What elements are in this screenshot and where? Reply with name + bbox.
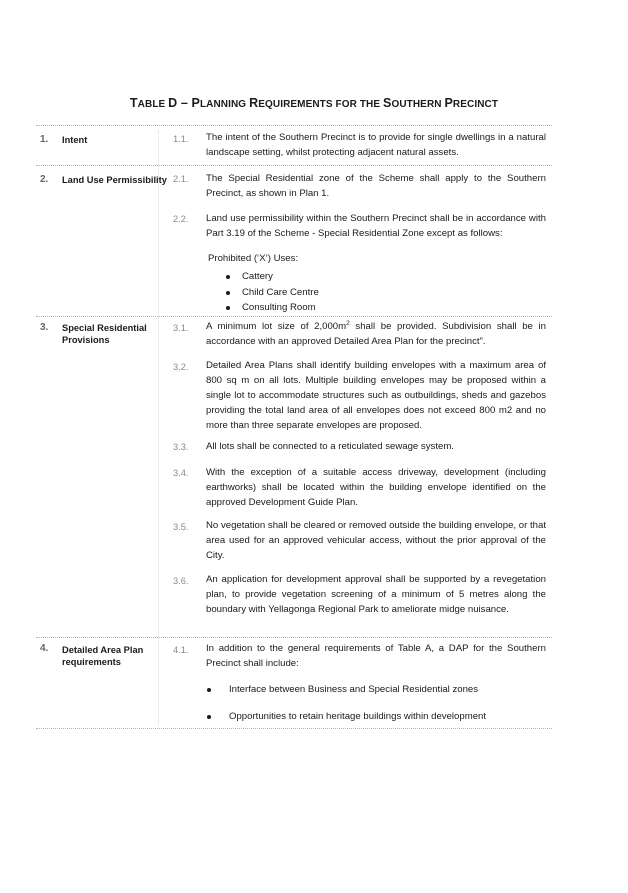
clause-text: All lots shall be connected to a reticulated sewage system.	[206, 441, 454, 452]
bullet-icon	[226, 291, 230, 295]
clause-text: The Special Residential zone of the Scheme shall apply to the Southern Precinct, as shown in Plan 1.	[206, 173, 546, 199]
clause-number: 3.1.	[173, 323, 189, 333]
list-item: Opportunities to retain heritage buildings within development	[229, 711, 487, 722]
section-number: 1.	[40, 134, 49, 145]
clause-text: The intent of the Southern Precinct is to provide for single dwellings in a natural landscape setting, whilst protecting adjacent natural assets.	[206, 132, 546, 158]
section-heading: Special Residential	[62, 323, 147, 333]
column-divider	[158, 130, 159, 725]
list-item: Consulting Room	[242, 302, 316, 313]
section-heading: Land Use Permissibility	[62, 175, 167, 185]
list-item: Cattery	[242, 271, 273, 282]
section-heading: Provisions	[62, 335, 110, 345]
clause-text: Detailed Area Plans shall identify building envelopes with a maximum area of 800 sq m on all lots. Multiple building envelopes may be proposed within a single lot to accommodate structures such as outbuildings, sheds and gazebos providing the total land area of all envelopes does not exceed 800 m2 and no more than three separate envelopes are proposed.	[206, 360, 546, 431]
prohibited-uses-label: Prohibited (‘X’) Uses:	[208, 253, 299, 264]
page-title: TABLE D – PLANNING REQUIREMENTS FOR THE SOUTHERN PRECINCT	[129, 96, 499, 110]
section-number: 3.	[40, 322, 49, 333]
bullet-icon	[207, 715, 211, 719]
bullet-icon	[207, 688, 211, 692]
section-heading: requirements	[62, 657, 121, 667]
table-rule	[36, 125, 552, 126]
clause-number: 1.1.	[173, 134, 189, 144]
clause-text: No vegetation shall be cleared or removed outside the building envelope, or that area used for an approved vehicular access, without the prior approval of the City.	[206, 520, 546, 561]
clause-number: 3.2.	[173, 362, 189, 372]
clause-number: 3.3.	[173, 442, 189, 452]
table-rule	[36, 637, 552, 638]
bullet-icon	[226, 306, 230, 310]
clause-number: 2.1.	[173, 174, 189, 184]
clause-text: In addition to the general requirements of Table A, a DAP for the Southern Precinct shall include:	[206, 643, 546, 669]
table-rule	[36, 728, 552, 729]
clause-number: 3.4.	[173, 468, 189, 478]
section-number: 2.	[40, 174, 49, 185]
clause-text: With the exception of a suitable access driveway, development (including earthworks) shall be located within the building envelope identified on the approved Development Guide Plan.	[206, 467, 546, 508]
section-heading: Intent	[62, 135, 88, 145]
section-number: 4.	[40, 643, 49, 654]
clause-number: 3.6.	[173, 576, 189, 586]
list-item: Interface between Business and Special Residential zones	[229, 684, 479, 695]
table-rule	[36, 316, 552, 317]
clause-text: A minimum lot size of $2,000m^2$ shall be provided. Subdivision shall be in accordance with an approved Detailed Area Plan for the precinct”.	[206, 319, 546, 347]
list-item: Child Care Centre	[242, 287, 319, 298]
clause-text: An application for development approval shall be supported by a revegetation plan, to provide vegetation screening of a minimum of 5 metres along the boundary with Yellagonga Regional Park to ameliorate midge nuisance.	[206, 574, 546, 615]
section-heading: Detailed Area Plan	[62, 645, 144, 655]
clause-number: 3.5.	[173, 522, 189, 532]
clause-text: Land use permissibility within the Southern Precinct shall be in accordance with Part 3.19 of the Scheme - Special Residential Zone except as follows:	[206, 213, 546, 239]
clause-number: 4.1.	[173, 645, 189, 655]
bullet-icon	[226, 275, 230, 279]
clause-number: 2.2.	[173, 214, 189, 224]
table-rule	[36, 165, 552, 166]
